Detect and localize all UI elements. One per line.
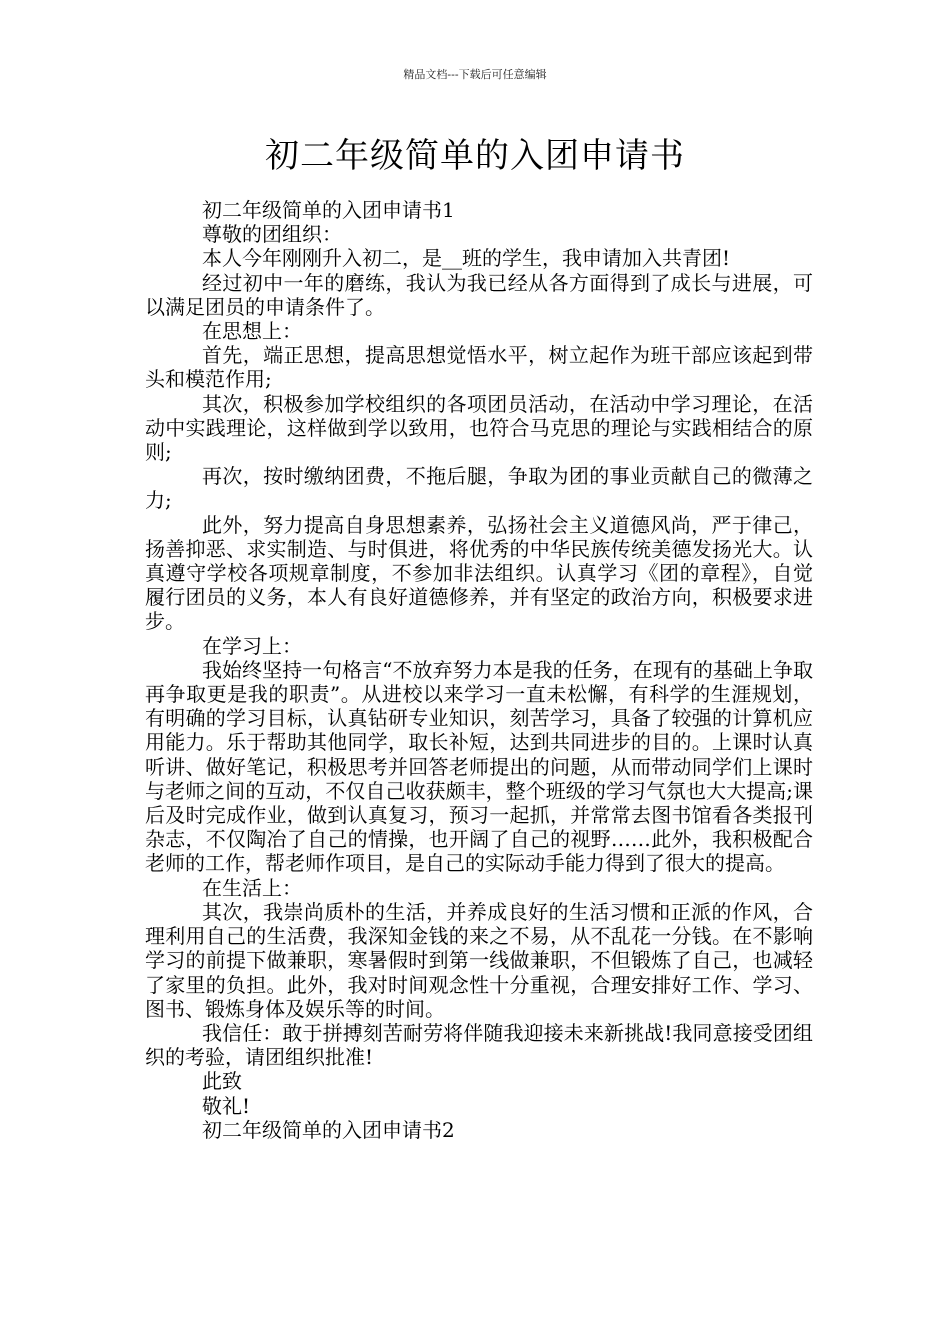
paragraph: 经过初中一年的磨练，我认为我已经从各方面得到了成长与进展，可以满足团员的申请条件了。 <box>145 270 813 319</box>
paragraph: 再次，按时缴纳团费，不拖后腿，争取为团的事业贡献自己的微薄之力; <box>145 464 813 513</box>
paragraph: 我始终坚持一句格言“不放弃努力本是我的任务，在现有的基础上争取再争取更是我的职责”。从进校以来学习一直未松懈，有科学的生涯规划，有明确的学习目标，认真钻研专业知识，刻苦学习，具备了较强的计算机应用能力。乐于帮助其他同学，取长补短，达到共同进步的目的。上课时认真听讲、做好笔记，积极思考并回答老师提出的问题，从而带动同学们上课时与老师之间的互动，不仅自己收获颇丰，整个班级的学习气氛也大大提高;课后及时完成作业，做到认真复习，预习一起抓，并常常去图书馆看各类报刊杂志，不仅陶冶了自己的情操，也开阔了自己的视野……此外，我积极配合老师的工作，帮老师作项目，是自己的实际动手能力得到了很大的提高。 <box>145 657 813 876</box>
subheading-study: 在学习上： <box>202 633 302 658</box>
subheading-life: 在生活上： <box>202 875 302 900</box>
section-heading-1: 初二年级简单的入团申请书1 <box>202 198 455 222</box>
salutation: 尊敬的团组织： <box>202 222 342 247</box>
closing: 此致 <box>202 1069 242 1094</box>
document-body <box>145 198 813 1142</box>
paragraph: 其次，我崇尚质朴的生活，并养成良好的生活习惯和正派的作风，合理利用自己的生活费，我深知金钱的来之不易，从不乱花一分钱。在不影响学习的前提下做兼职，寒暑假时到第一线做兼职，不但锻炼了自己，也减轻了家里的负担。此外，我对时间观念性十分重视，合理安排好工作、学习、图书、锻炼身体及娱乐等的时间。 <box>145 899 813 1021</box>
paragraph: 本人今年刚刚升入初二，是__班的学生，我申请加入共青团! <box>202 246 731 271</box>
paragraph: 我信任：敢于拼搏刻苦耐劳将伴随我迎接未来新挑战!我同意接受团组织的考验，请团组织批准! <box>145 1020 813 1070</box>
paragraph: 此外，努力提高自身思想素养，弘扬社会主义道德风尚，严于律己，扬善抑恶、求实制造、与时俱进，将优秀的中华民族传统美德发扬光大。认真遵守学校各项规章制度，不参加非法组织。认真学习《团的章程》，自觉履行团员的义务，本人有良好道德修养，并有坚定的政治方向，积极要求进步。 <box>145 512 813 634</box>
section-heading-2: 初二年级简单的入团申请书2 <box>202 1117 455 1142</box>
paragraph: 首先，端正思想，提高思想觉悟水平，树立起作为班干部应该起到带头和模范作用; <box>145 343 813 392</box>
document-title: 初二年级简单的入团申请书 <box>265 136 685 176</box>
paragraph: 其次，积极参加学校组织的各项团员活动，在活动中学习理论，在活动中实践理论，这样做到学以致用，也符合马克思的理论与实践相结合的原则; <box>145 391 813 465</box>
page-header: 精品文档---下载后可任意编辑 <box>403 68 547 81</box>
subheading-thought: 在思想上： <box>202 319 302 344</box>
closing-salute: 敬礼! <box>202 1093 251 1118</box>
